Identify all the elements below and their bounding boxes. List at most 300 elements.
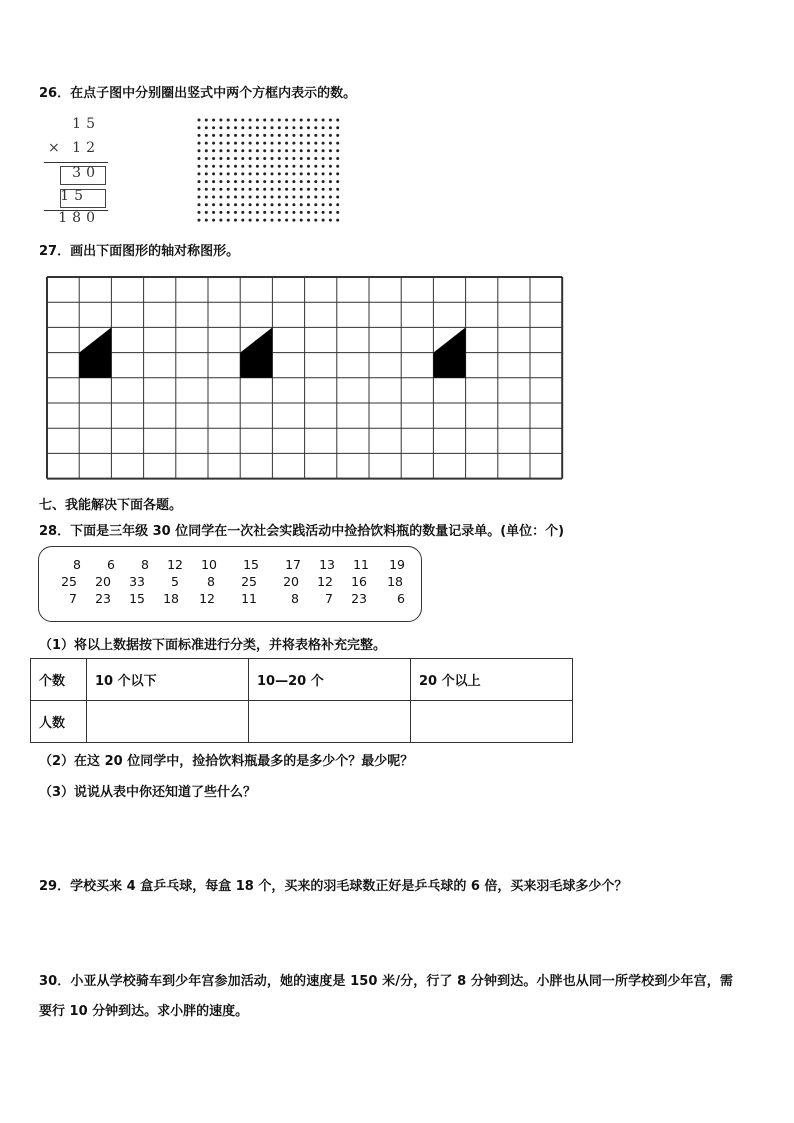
data-value: 6	[397, 591, 405, 606]
grid-dot	[249, 119, 252, 122]
grid-dot	[241, 149, 244, 152]
grid-dot	[300, 157, 303, 160]
grid-dot	[314, 196, 317, 199]
grid-dot	[322, 172, 325, 175]
grid-dot	[198, 134, 201, 137]
classification-table	[30, 658, 573, 743]
grid-dot	[205, 142, 208, 145]
grid-dot	[219, 196, 222, 199]
grid-dot	[278, 126, 281, 129]
grid-dot	[300, 165, 303, 168]
grid-dot	[285, 172, 288, 175]
grid-dot	[271, 211, 274, 214]
grid-dot	[271, 149, 274, 152]
product: 180	[58, 210, 100, 226]
grid-dot	[234, 219, 237, 222]
data-value: 8	[291, 591, 299, 606]
grid-dot	[212, 219, 215, 222]
grid-dot	[336, 126, 339, 129]
grid-dot	[205, 211, 208, 214]
grid-dot	[307, 180, 310, 183]
table-row	[31, 659, 573, 701]
grid-dot	[278, 203, 281, 206]
data-value: 13	[319, 557, 335, 572]
grid-dot	[249, 126, 252, 129]
grid-dot	[336, 196, 339, 199]
grid-dot	[285, 180, 288, 183]
table-header-cell: 10 个以下	[87, 659, 249, 701]
grid-dot	[219, 172, 222, 175]
grid-dot	[285, 188, 288, 191]
grid-dot	[307, 165, 310, 168]
grid-dot	[241, 203, 244, 206]
data-value: 12	[199, 591, 215, 606]
grid-dot	[227, 211, 230, 214]
grid-dot	[263, 219, 266, 222]
grid-dot	[219, 180, 222, 183]
q28-prompt: 28．下面是三年级 30 位同学在一次社会实践活动中捡拾饮料瓶的数量记录单。(单位：个)	[39, 524, 565, 539]
grid-dot	[336, 134, 339, 137]
grid-dot	[212, 196, 215, 199]
grid-dot	[198, 126, 201, 129]
grid-dot	[234, 149, 237, 152]
times-sign: ×	[48, 140, 60, 156]
data-value: 18	[387, 574, 403, 589]
grid-dot	[241, 172, 244, 175]
grid-dot	[205, 157, 208, 160]
grid-dot	[322, 165, 325, 168]
grid-dot	[256, 211, 259, 214]
grid-dot	[278, 172, 281, 175]
grid-dot	[271, 157, 274, 160]
grid-dot	[300, 211, 303, 214]
grid-dot	[249, 196, 252, 199]
grid-dot	[300, 188, 303, 191]
grid-dot	[307, 157, 310, 160]
data-row	[39, 591, 421, 608]
grid-dot	[314, 219, 317, 222]
rule-line	[44, 162, 108, 163]
grid-dot	[329, 157, 332, 160]
grid-dot	[219, 157, 222, 160]
grid-dot	[263, 196, 266, 199]
grid-dot	[219, 149, 222, 152]
grid-dot	[241, 180, 244, 183]
grid-dot	[278, 142, 281, 145]
grid-dot	[241, 134, 244, 137]
grid-dot	[329, 211, 332, 214]
data-value: 7	[69, 591, 77, 606]
data-value: 5	[171, 574, 179, 589]
grid-dot	[256, 142, 259, 145]
grid-dot	[300, 180, 303, 183]
grid-dot	[336, 149, 339, 152]
grid-dot	[314, 134, 317, 137]
grid-dot	[256, 196, 259, 199]
grid-dot	[285, 142, 288, 145]
grid-dot	[292, 172, 295, 175]
grid-dot	[314, 203, 317, 206]
grid-dot	[322, 211, 325, 214]
grid-dot	[307, 196, 310, 199]
shaded-shape	[240, 327, 272, 377]
grid-dot	[329, 165, 332, 168]
grid-dot	[205, 172, 208, 175]
grid-dot	[292, 134, 295, 137]
shaded-shape	[79, 327, 111, 377]
shaded-shape	[433, 327, 465, 377]
data-value: 33	[129, 574, 145, 589]
grid-dot	[219, 119, 222, 122]
grid-dot	[271, 142, 274, 145]
grid-dot	[241, 126, 244, 129]
grid-dot	[314, 180, 317, 183]
grid-dot	[249, 134, 252, 137]
grid-dot	[307, 219, 310, 222]
grid-dot	[227, 196, 230, 199]
grid-dot	[329, 126, 332, 129]
grid-dot	[292, 196, 295, 199]
grid-dot	[314, 119, 317, 122]
square-grid[interactable]	[45, 275, 565, 481]
grid-dot	[314, 165, 317, 168]
grid-dot	[336, 165, 339, 168]
grid-dot	[205, 165, 208, 168]
grid-dot	[271, 165, 274, 168]
data-record-panel	[38, 546, 422, 622]
grid-dot	[241, 188, 244, 191]
grid-dot	[336, 157, 339, 160]
grid-dot	[263, 119, 266, 122]
grid-dot	[227, 142, 230, 145]
grid-dot	[219, 126, 222, 129]
grid-dot	[212, 211, 215, 214]
grid-dot	[271, 188, 274, 191]
grid-dot	[249, 203, 252, 206]
grid-dot	[329, 142, 332, 145]
grid-dot	[322, 203, 325, 206]
grid-dot	[256, 157, 259, 160]
grid-dot	[329, 119, 332, 122]
grid-dot	[278, 188, 281, 191]
grid-dot	[329, 188, 332, 191]
grid-dot	[285, 149, 288, 152]
grid-dot	[314, 149, 317, 152]
grid-dot	[249, 157, 252, 160]
grid-dot	[256, 180, 259, 183]
grid-dot	[278, 134, 281, 137]
grid-dot	[285, 134, 288, 137]
grid-dot	[212, 165, 215, 168]
grid-dot	[205, 149, 208, 152]
grid-dot	[307, 203, 310, 206]
grid-dot	[292, 211, 295, 214]
grid-dot	[307, 172, 310, 175]
grid-dot	[322, 219, 325, 222]
data-value: 11	[353, 557, 369, 572]
grid-dot	[205, 126, 208, 129]
grid-dot	[234, 165, 237, 168]
grid-dot	[292, 180, 295, 183]
grid-dot	[271, 119, 274, 122]
q29-prompt: 29．学校买来 4 盒乒乓球，每盒 18 个，买来的羽毛球数正好是乒乓球的 6 倍，买来羽毛球多少个？	[39, 879, 628, 894]
grid-dot	[227, 157, 230, 160]
grid-dot	[219, 165, 222, 168]
data-value: 6	[107, 557, 115, 572]
grid-dot	[329, 203, 332, 206]
grid-dot	[212, 119, 215, 122]
grid-dot	[205, 203, 208, 206]
grid-dot	[292, 188, 295, 191]
partial-product-2: 15	[60, 188, 88, 204]
grid-dot	[322, 142, 325, 145]
grid-dot	[212, 172, 215, 175]
grid-dot	[234, 134, 237, 137]
grid-dot	[249, 142, 252, 145]
grid-dot	[278, 219, 281, 222]
data-value: 12	[167, 557, 183, 572]
grid-dot	[212, 180, 215, 183]
grid-dot	[314, 126, 317, 129]
data-value: 11	[241, 591, 257, 606]
grid-dot	[329, 172, 332, 175]
table-header-cell: 个数	[31, 659, 87, 701]
grid-dot	[256, 134, 259, 137]
q30-line1: 30．小亚从学校骑车到少年宫参加活动，她的速度是 150 米/分，行了 8 分钟到达。小胖也从同一所学校到少年宫，需	[39, 974, 733, 989]
grid-dot	[249, 188, 252, 191]
q30-line2: 要行 10 分钟到达。求小胖的速度。	[39, 1004, 249, 1019]
grid-dot	[271, 203, 274, 206]
grid-dot	[234, 188, 237, 191]
grid-dot	[227, 188, 230, 191]
grid-dot	[278, 196, 281, 199]
grid-dot	[205, 119, 208, 122]
grid-dot	[198, 180, 201, 183]
data-value: 16	[351, 574, 367, 589]
grid-dot	[285, 157, 288, 160]
data-row	[39, 574, 421, 591]
grid-dot	[198, 149, 201, 152]
grid-dot	[241, 142, 244, 145]
grid-dot	[256, 219, 259, 222]
grid-dot	[300, 149, 303, 152]
grid-dot	[285, 219, 288, 222]
grid-dot	[300, 172, 303, 175]
data-value: 8	[141, 557, 149, 572]
grid-dot	[241, 157, 244, 160]
grid-dot	[241, 211, 244, 214]
grid-dot	[292, 126, 295, 129]
data-value: 25	[241, 574, 257, 589]
grid-dot	[198, 196, 201, 199]
table-header-cell: 人数	[31, 701, 87, 743]
data-value: 17	[285, 557, 301, 572]
data-value: 8	[207, 574, 215, 589]
grid-dot	[285, 196, 288, 199]
table-row	[31, 701, 573, 743]
data-value: 18	[163, 591, 179, 606]
grid-dot	[198, 211, 201, 214]
data-value: 20	[95, 574, 111, 589]
grid-dot	[256, 188, 259, 191]
grid-dot	[278, 165, 281, 168]
grid-dot	[322, 149, 325, 152]
grid-dot	[336, 142, 339, 145]
grid-dot	[322, 196, 325, 199]
grid-dot	[234, 172, 237, 175]
grid-dot	[212, 188, 215, 191]
grid-dot	[234, 157, 237, 160]
grid-dot	[271, 180, 274, 183]
grid-dot	[300, 196, 303, 199]
grid-dot	[227, 172, 230, 175]
grid-dot	[234, 119, 237, 122]
partial-product-1: 30	[72, 165, 100, 181]
vertical-multiplication	[40, 114, 108, 224]
grid-dot	[263, 165, 266, 168]
table-header-cell: 20 个以上	[411, 659, 573, 701]
grid-dot	[256, 172, 259, 175]
grid-dot	[241, 165, 244, 168]
grid-dot	[336, 172, 339, 175]
grid-dot	[205, 219, 208, 222]
grid-dot	[336, 203, 339, 206]
grid-dot	[249, 180, 252, 183]
grid-dot	[285, 165, 288, 168]
grid-dot	[285, 119, 288, 122]
grid-dot	[300, 219, 303, 222]
grid-dot	[292, 142, 295, 145]
grid-dot	[278, 180, 281, 183]
q26-prompt: 26．在点子图中分别圈出竖式中两个方框内表示的数。	[39, 86, 357, 101]
data-value: 10	[201, 557, 217, 572]
grid-dot	[256, 119, 259, 122]
q28-sub2: （2）在这 20 位同学中，捡拾饮料瓶最多的是多少个？最少呢？	[39, 754, 414, 769]
grid-dot	[256, 203, 259, 206]
grid-dot	[263, 180, 266, 183]
grid-dot	[263, 157, 266, 160]
grid-dot	[219, 188, 222, 191]
grid-dot	[300, 142, 303, 145]
grid-dot	[292, 119, 295, 122]
grid-dot	[292, 157, 295, 160]
grid-dot	[256, 126, 259, 129]
grid-dot	[212, 157, 215, 160]
grid-dot	[205, 134, 208, 137]
grid-dot	[256, 165, 259, 168]
grid-dot	[227, 126, 230, 129]
grid-dot	[329, 134, 332, 137]
grid-dot	[198, 203, 201, 206]
grid-dot	[292, 165, 295, 168]
grid-dot	[234, 196, 237, 199]
grid-dot	[263, 211, 266, 214]
grid-dot	[249, 219, 252, 222]
grid-dot	[292, 203, 295, 206]
grid-dot	[300, 134, 303, 137]
answer-cell[interactable]	[87, 701, 249, 743]
grid-dot	[227, 134, 230, 137]
q28-sub1: （1）将以上数据按下面标准进行分类，并将表格补充完整。	[39, 638, 387, 653]
dot-grid[interactable]	[196, 117, 342, 223]
grid-dot	[212, 142, 215, 145]
grid-dot	[198, 142, 201, 145]
grid-dot	[241, 196, 244, 199]
grid-dot	[271, 172, 274, 175]
grid-dot	[263, 188, 266, 191]
answer-cell[interactable]	[249, 701, 411, 743]
grid-dot	[307, 134, 310, 137]
grid-dot	[256, 149, 259, 152]
grid-dot	[198, 119, 201, 122]
grid-dot	[278, 119, 281, 122]
grid-dot	[329, 180, 332, 183]
grid-dot	[300, 126, 303, 129]
multiplicand: 15	[72, 116, 100, 132]
grid-dot	[227, 165, 230, 168]
grid-dot	[314, 211, 317, 214]
grid-dot	[278, 149, 281, 152]
grid-dot	[263, 203, 266, 206]
grid-dot	[329, 219, 332, 222]
grid-dot	[198, 219, 201, 222]
grid-dot	[263, 149, 266, 152]
grid-dot	[300, 119, 303, 122]
grid-dot	[307, 188, 310, 191]
data-value: 23	[95, 591, 111, 606]
grid-dot	[219, 142, 222, 145]
grid-dot	[292, 149, 295, 152]
grid-dot	[307, 149, 310, 152]
grid-dot	[271, 219, 274, 222]
grid-dot	[241, 219, 244, 222]
grid-dot	[212, 126, 215, 129]
grid-dot	[285, 126, 288, 129]
data-value: 15	[243, 557, 259, 572]
grid-dot	[336, 119, 339, 122]
grid-dot	[314, 142, 317, 145]
data-value: 23	[351, 591, 367, 606]
grid-dot	[227, 203, 230, 206]
data-value: 12	[317, 574, 333, 589]
grid-dot	[227, 180, 230, 183]
grid-dot	[234, 126, 237, 129]
grid-dot	[314, 172, 317, 175]
grid-dot	[227, 149, 230, 152]
grid-dot	[271, 126, 274, 129]
grid-dot	[263, 172, 266, 175]
grid-dot	[278, 157, 281, 160]
grid-dot	[241, 119, 244, 122]
grid-dot	[322, 119, 325, 122]
grid-dot	[234, 203, 237, 206]
grid-dot	[314, 157, 317, 160]
grid-dot	[234, 180, 237, 183]
grid-dot	[263, 134, 266, 137]
grid-dot	[263, 142, 266, 145]
answer-cell[interactable]	[411, 701, 573, 743]
grid-dot	[205, 188, 208, 191]
grid-dot	[336, 219, 339, 222]
grid-dot	[322, 126, 325, 129]
grid-dot	[271, 134, 274, 137]
grid-dot	[227, 119, 230, 122]
grid-dot	[219, 211, 222, 214]
grid-dot	[263, 126, 266, 129]
grid-dot	[271, 196, 274, 199]
grid-dot	[234, 142, 237, 145]
grid-dot	[314, 188, 317, 191]
